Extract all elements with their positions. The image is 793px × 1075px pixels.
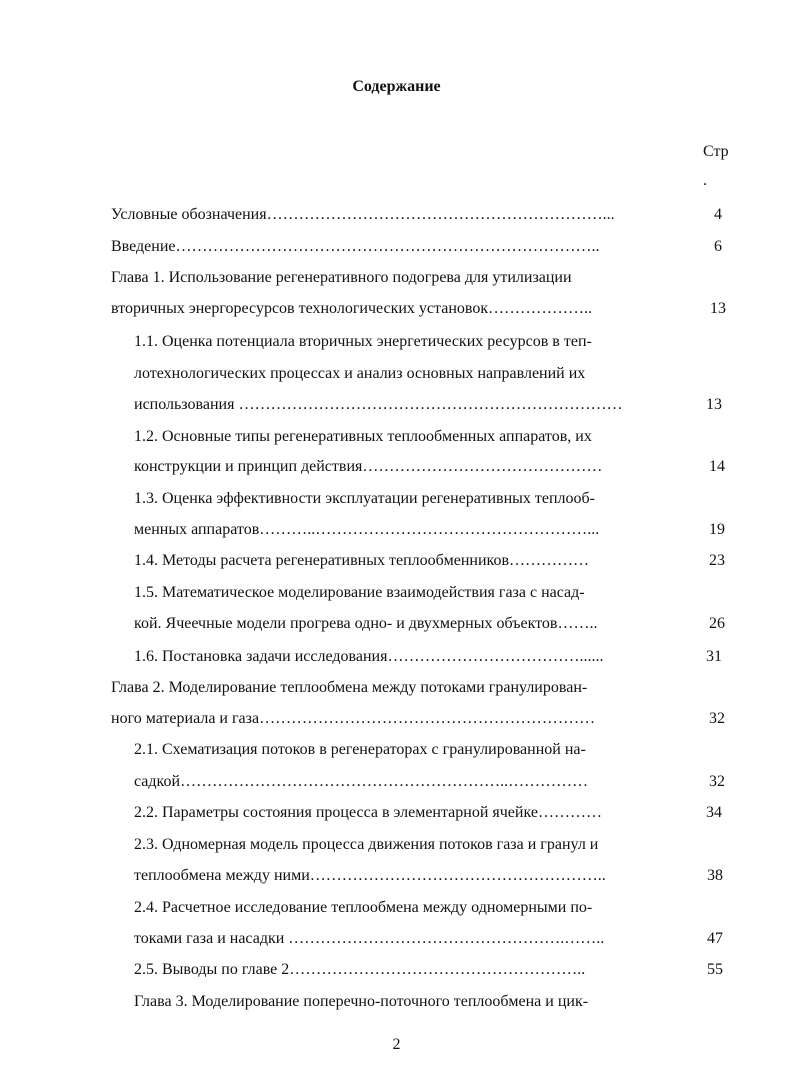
toc-entry-line: Глава 1. Использование регенеративного подогрева для утилизации: [111, 269, 572, 286]
toc-entry-line: 1.2. Основные типы регенеративных теплообменных аппаратов, их: [134, 428, 592, 445]
toc-entry-line: использования ………………………………………………………………: [134, 396, 623, 413]
toc-entry-page: 31: [706, 648, 722, 665]
toc-entry-page: 34: [706, 804, 722, 821]
toc-entry-line: конструкции и принцип действия………………………………………: [134, 458, 603, 475]
toc-entry-line: 2.3. Одномерная модель процесса движения потоков газа и гранул и: [134, 836, 599, 853]
page-column-dot: .: [703, 172, 707, 189]
toc-entry-page: 32: [709, 773, 725, 790]
toc-entry-line: 2.1. Схематизация потоков в регенераторах с гранулированной на-: [134, 741, 586, 758]
toc-entry-page: 6: [714, 238, 722, 255]
toc-entry-page: 47: [707, 930, 723, 947]
toc-entry-text: 1.4. Методы расчета регенеративных теплообменников……………: [134, 552, 590, 569]
toc-entry-text: 1.6. Постановка задачи исследования………………………………......: [134, 648, 604, 665]
toc-entry-line: вторичных энергоресурсов технологических установок………………..: [111, 300, 593, 317]
toc-entry-text: 2.5. Выводы по главе 2………………………………………………..: [134, 961, 586, 978]
toc-entry-page: 14: [709, 458, 725, 475]
toc-entry-line: 1.3. Оценка эффективности эксплуатации регенеративных теплооб-: [134, 490, 595, 507]
toc-entry-line: кой. Ячеечные модели прогрева одно- и двухмерных объектов……..: [134, 615, 598, 632]
page-title: Содержание: [352, 78, 441, 95]
toc-entry-page: 23: [709, 552, 725, 569]
toc-entry-text: 2.2. Параметры состояния процесса в элементарной ячейке…………: [134, 804, 602, 821]
toc-entry-text: Условные обозначения………………………………………………………...: [111, 206, 615, 223]
toc-entry-page: 13: [710, 300, 726, 317]
toc-entry-page: 38: [707, 867, 723, 884]
toc-entry-line: теплообмена между ними………………………………………………..: [134, 867, 606, 884]
toc-entry-page: 32: [709, 710, 725, 727]
page-number: 2: [392, 1036, 401, 1053]
toc-entry-line: ного материала и газа………………………………………………………: [111, 710, 596, 727]
toc-entry-line: лотехнологических процессах и анализ основных направлений их: [134, 365, 586, 382]
toc-entry-page: 4: [714, 206, 722, 223]
toc-entry-text: Введение……………………………………………………………………..: [111, 238, 600, 255]
toc-entry-page: 19: [709, 521, 725, 538]
toc-entry-line: 1.5. Математическое моделирование взаимодействия газа с насад-: [134, 584, 585, 601]
toc-entry-line: 1.1. Оценка потенциала вторичных энергетических ресурсов в теп-: [134, 333, 592, 350]
toc-entry-line: 2.4. Расчетное исследование теплообмена между одномерными по-: [134, 899, 593, 916]
toc-entry-page: 55: [707, 961, 723, 978]
toc-entry-page: 26: [709, 615, 725, 632]
toc-entry-line: менных аппаратов………..……………………………………………...: [134, 521, 600, 538]
toc-entry-line: Глава 2. Моделирование теплообмена между потоками гранулирован-: [111, 679, 588, 696]
page-column-label: Стр: [703, 143, 729, 160]
toc-entry-line: токами газа и насадки …………………………………………….……..: [134, 930, 605, 947]
toc-entry-line: садкой……………………………………………………..……………: [134, 773, 589, 790]
toc-entry-line: Глава 3. Моделирование поперечно-поточного теплообмена и цик-: [134, 993, 589, 1010]
toc-entry-page: 13: [706, 396, 722, 413]
